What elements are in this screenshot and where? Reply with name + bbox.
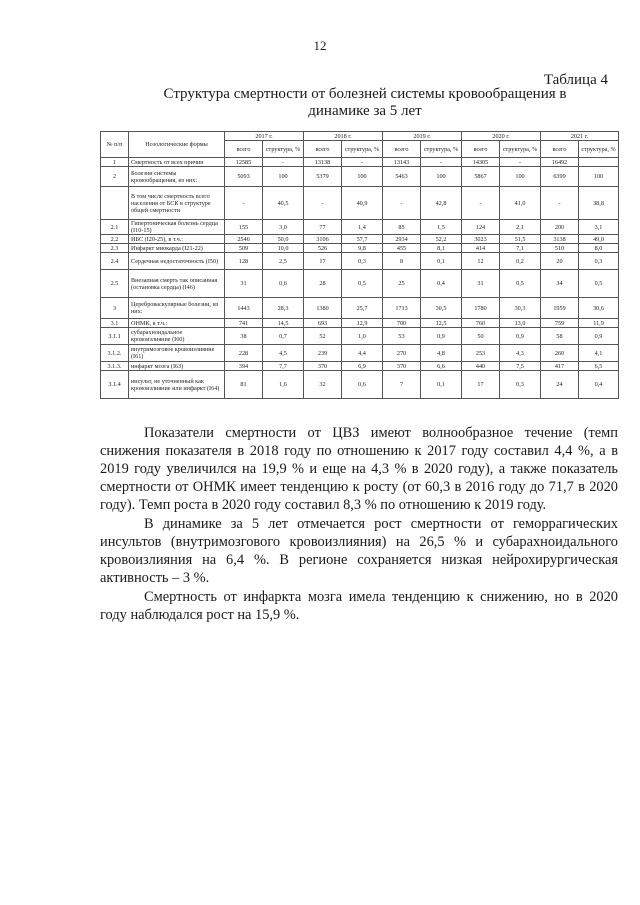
cell-structure: - <box>500 158 541 167</box>
cell-total: 260 <box>541 345 579 362</box>
row-index: 3.1.2. <box>101 345 129 362</box>
row-name: Цереброваскулярные болезни, из них: <box>129 298 225 319</box>
cell-structure: 51,5 <box>500 235 541 244</box>
header-year: 2018 г. <box>304 132 383 141</box>
row-index: 2.2 <box>101 235 129 244</box>
cell-total: - <box>383 187 421 220</box>
row-index: 2.5 <box>101 270 129 298</box>
header-total: всего <box>383 141 421 158</box>
cell-total: 20 <box>541 253 579 270</box>
row-name: инфаркт мозга (I63) <box>129 362 225 371</box>
row-name: Сердечная недостаточность (I50) <box>129 253 225 270</box>
cell-structure: 1,4 <box>342 220 383 235</box>
cell-total: 700 <box>383 319 421 328</box>
paragraph: Смертность от инфаркта мозга имела тенденцию к снижению, но в 2020 году наблюдался рост на 15,9 %. <box>100 589 618 623</box>
cell-structure: 9,8 <box>342 244 383 253</box>
cell-structure: 1,0 <box>342 328 383 345</box>
cell-structure: 3,0 <box>263 220 304 235</box>
cell-total: 440 <box>462 362 500 371</box>
cell-structure: 0,4 <box>579 371 619 399</box>
row-index: 3 <box>101 298 129 319</box>
cell-structure: 0,3 <box>579 253 619 270</box>
header-total: всего <box>225 141 263 158</box>
cell-structure: 0,7 <box>263 328 304 345</box>
row-index: 2.4 <box>101 253 129 270</box>
row-name: инсульт, не уточненный как кровоизлияние или инфаркт (I64) <box>129 371 225 399</box>
row-index: 2.3 <box>101 244 129 253</box>
cell-structure: 40,9 <box>342 187 383 220</box>
cell-structure: 0,2 <box>500 253 541 270</box>
cell-structure: 4,5 <box>263 345 304 362</box>
row-name: внутримозговое кровоизлияние (I61) <box>129 345 225 362</box>
table-row <box>101 328 619 345</box>
cell-total: 5379 <box>304 167 342 187</box>
row-name: ОНМК, в т.ч.: <box>129 319 225 328</box>
header-struct: структура, % <box>500 141 541 158</box>
cell-total: 270 <box>383 345 421 362</box>
row-index: 3.1.3. <box>101 362 129 371</box>
cell-structure: 10,0 <box>263 244 304 253</box>
table-row <box>101 158 619 167</box>
cell-total: 2934 <box>383 235 421 244</box>
cell-structure: 42,8 <box>421 187 462 220</box>
cell-structure: 6,9 <box>342 362 383 371</box>
cell-total: 3023 <box>462 235 500 244</box>
cell-structure: 0,1 <box>421 371 462 399</box>
cell-structure <box>579 158 619 167</box>
header-total: всего <box>541 141 579 158</box>
cell-structure: 0,3 <box>500 371 541 399</box>
cell-total: 34 <box>541 270 579 298</box>
cell-total: - <box>225 187 263 220</box>
cell-total: 5093 <box>225 167 263 187</box>
cell-total: 228 <box>225 345 263 362</box>
cell-total: 693 <box>304 319 342 328</box>
cell-total: 455 <box>383 244 421 253</box>
cell-structure: 0,5 <box>342 270 383 298</box>
cell-structure: 7,5 <box>500 362 541 371</box>
cell-structure: 0,9 <box>500 328 541 345</box>
mortality-table-container <box>100 131 618 399</box>
cell-total: 5867 <box>462 167 500 187</box>
cell-structure: 8,1 <box>421 244 462 253</box>
row-index: 3.1.4 <box>101 371 129 399</box>
cell-total: 14305 <box>462 158 500 167</box>
cell-structure: 14,5 <box>263 319 304 328</box>
cell-structure: 30,3 <box>500 298 541 319</box>
cell-structure: 0,6 <box>263 270 304 298</box>
cell-total: 13138 <box>304 158 342 167</box>
header-row-years <box>101 132 619 141</box>
cell-structure: 28,3 <box>263 298 304 319</box>
table-row <box>101 253 619 270</box>
cell-structure: 2,5 <box>263 253 304 270</box>
cell-structure: 7,1 <box>500 244 541 253</box>
cell-structure: 7,7 <box>263 362 304 371</box>
cell-total: 128 <box>225 253 263 270</box>
cell-structure: 12,9 <box>342 319 383 328</box>
cell-total: 85 <box>383 220 421 235</box>
cell-total: 17 <box>304 253 342 270</box>
cell-structure: 0,1 <box>421 253 462 270</box>
header-index: № п/п <box>101 132 129 158</box>
cell-total: 3138 <box>541 235 579 244</box>
cell-total: 741 <box>225 319 263 328</box>
table-row <box>101 270 619 298</box>
page-number: 12 <box>313 38 327 53</box>
cell-structure: 57,7 <box>342 235 383 244</box>
cell-total: 8 <box>383 253 421 270</box>
cell-structure: 4,8 <box>421 345 462 362</box>
cell-total: 370 <box>304 362 342 371</box>
cell-structure: - <box>263 158 304 167</box>
cell-structure: 11,9 <box>579 319 619 328</box>
mortality-table <box>100 131 619 399</box>
header-struct: структура, % <box>342 141 383 158</box>
cell-total: 12585 <box>225 158 263 167</box>
cell-structure: 1,6 <box>263 371 304 399</box>
row-name: В том числе смертность всего населения от БСК в структуре общей смертности <box>129 187 225 220</box>
cell-total: 1780 <box>462 298 500 319</box>
cell-total: 1713 <box>383 298 421 319</box>
header-year: 2021 г. <box>541 132 619 141</box>
cell-structure: 6,6 <box>421 362 462 371</box>
cell-structure: 100 <box>421 167 462 187</box>
cell-total: 12 <box>462 253 500 270</box>
cell-structure: 0,9 <box>579 328 619 345</box>
header-year: 2017 г. <box>225 132 304 141</box>
table-row <box>101 319 619 328</box>
row-index: 2 <box>101 167 129 187</box>
cell-structure: 12,5 <box>421 319 462 328</box>
table-header <box>101 132 619 158</box>
cell-structure: 0,5 <box>579 270 619 298</box>
cell-total: 3106 <box>304 235 342 244</box>
cell-structure: 0,9 <box>421 328 462 345</box>
row-name: Болезни системы кровообращения, из них: <box>129 167 225 187</box>
cell-total: 124 <box>462 220 500 235</box>
table-label: Таблица 4 <box>543 72 608 88</box>
table-row <box>101 362 619 371</box>
cell-total: 32 <box>304 371 342 399</box>
cell-structure: 0,6 <box>342 371 383 399</box>
cell-total: 155 <box>225 220 263 235</box>
header-total: всего <box>304 141 342 158</box>
table-row <box>101 298 619 319</box>
paragraph: В динамике за 5 лет отмечается рост смертности от геморрагических инсультов (внутримозгового кровоизлияния) на 26,5 % и субарахноидального кровоизлияния на 6,4 %. В регионе сохраняется низкая нейрохирургическая активность – 3 %. <box>100 516 618 586</box>
cell-structure: 38,8 <box>579 187 619 220</box>
cell-total: 7 <box>383 371 421 399</box>
header-struct: структура, % <box>579 141 619 158</box>
body-text <box>100 424 618 625</box>
cell-total: 526 <box>304 244 342 253</box>
cell-structure: 0,4 <box>421 270 462 298</box>
cell-total: 2546 <box>225 235 263 244</box>
cell-total: 81 <box>225 371 263 399</box>
cell-structure: 25,7 <box>342 298 383 319</box>
cell-structure: 30,6 <box>579 298 619 319</box>
header-name: Нозологические формы <box>129 132 225 158</box>
cell-structure: 49,0 <box>579 235 619 244</box>
row-name: Гипертоническая болезнь сердца (I10-15) <box>129 220 225 235</box>
row-name: ИБС (I20-25), в т.ч.: <box>129 235 225 244</box>
row-name: Внезапная смерть так описанная (остановка сердца) (I46) <box>129 270 225 298</box>
row-index: 3.1.1 <box>101 328 129 345</box>
cell-structure: 6,5 <box>579 362 619 371</box>
cell-total: 759 <box>541 319 579 328</box>
cell-total: 760 <box>462 319 500 328</box>
cell-total: - <box>462 187 500 220</box>
header-struct: структура, % <box>421 141 462 158</box>
cell-total: 58 <box>541 328 579 345</box>
cell-structure: 100 <box>500 167 541 187</box>
table-row <box>101 371 619 399</box>
cell-structure: 100 <box>579 167 619 187</box>
cell-structure: 1,5 <box>421 220 462 235</box>
cell-total: 1959 <box>541 298 579 319</box>
cell-structure: 2,1 <box>500 220 541 235</box>
cell-total: 16492 <box>541 158 579 167</box>
row-index: 3.1 <box>101 319 129 328</box>
cell-structure: 41,0 <box>500 187 541 220</box>
cell-total: 1380 <box>304 298 342 319</box>
cell-structure: 8,0 <box>579 244 619 253</box>
cell-structure: 0,5 <box>500 270 541 298</box>
row-name: Инфаркт миокарда (I21-22) <box>129 244 225 253</box>
cell-structure: 30,5 <box>421 298 462 319</box>
header-total: всего <box>462 141 500 158</box>
table-row <box>101 235 619 244</box>
cell-total: 13143 <box>383 158 421 167</box>
header-struct: структура, % <box>263 141 304 158</box>
cell-structure: 4,1 <box>579 345 619 362</box>
cell-structure: 3,1 <box>579 220 619 235</box>
cell-structure: 13,0 <box>500 319 541 328</box>
cell-total: 50 <box>462 328 500 345</box>
row-index: 2.1 <box>101 220 129 235</box>
cell-total: 6399 <box>541 167 579 187</box>
cell-total: 510 <box>541 244 579 253</box>
cell-structure: 52,2 <box>421 235 462 244</box>
table-title: Структура смертности от болезней системы кровообращения в динамике за 5 лет <box>163 86 567 119</box>
cell-total: 24 <box>541 371 579 399</box>
cell-total: 31 <box>462 270 500 298</box>
cell-total: 417 <box>541 362 579 371</box>
cell-total: 38 <box>225 328 263 345</box>
table-row <box>101 345 619 362</box>
cell-structure: 4,3 <box>500 345 541 362</box>
table-body <box>101 158 619 399</box>
table-row <box>101 167 619 187</box>
cell-total: 52 <box>304 328 342 345</box>
cell-total: 1443 <box>225 298 263 319</box>
cell-structure: 50,0 <box>263 235 304 244</box>
cell-total: 25 <box>383 270 421 298</box>
cell-total: 239 <box>304 345 342 362</box>
row-index: 1 <box>101 158 129 167</box>
cell-total: - <box>541 187 579 220</box>
cell-total: 370 <box>383 362 421 371</box>
cell-total: 253 <box>462 345 500 362</box>
cell-total: 53 <box>383 328 421 345</box>
cell-total: 31 <box>225 270 263 298</box>
row-name: Смертность от всех причин <box>129 158 225 167</box>
cell-structure: - <box>342 158 383 167</box>
cell-structure: - <box>421 158 462 167</box>
header-year: 2019 г. <box>383 132 462 141</box>
cell-structure: 40,5 <box>263 187 304 220</box>
cell-total: 414 <box>462 244 500 253</box>
paragraph: Показатели смертности от ЦВЗ имеют волнообразное течение (темп снижения показателя в 2018 году по отношению к 2017 году составил 4,4 %, а в 2019 году увеличился на 19,9 % и еще на 4,3 % в 2020 году), а также показатель смертности от ОНМК имеет тенденцию к росту (от 60,3 в 2016 году до 71,7 в 2020 году). Темп роста в 2020 году составил 8,3 % по отношению к 2019 году. <box>100 425 618 513</box>
table-row <box>101 244 619 253</box>
cell-total: 77 <box>304 220 342 235</box>
cell-total: - <box>304 187 342 220</box>
cell-total: 509 <box>225 244 263 253</box>
cell-structure: 0,3 <box>342 253 383 270</box>
table-row <box>101 220 619 235</box>
cell-structure: 100 <box>263 167 304 187</box>
cell-total: 394 <box>225 362 263 371</box>
cell-total: 5463 <box>383 167 421 187</box>
table-row <box>101 187 619 220</box>
cell-structure: 100 <box>342 167 383 187</box>
row-name: субарахноидальное кровоизлияние (I60) <box>129 328 225 345</box>
row-index <box>101 187 129 220</box>
cell-total: 200 <box>541 220 579 235</box>
header-year: 2020 г. <box>462 132 541 141</box>
cell-structure: 4,4 <box>342 345 383 362</box>
cell-total: 17 <box>462 371 500 399</box>
cell-total: 28 <box>304 270 342 298</box>
